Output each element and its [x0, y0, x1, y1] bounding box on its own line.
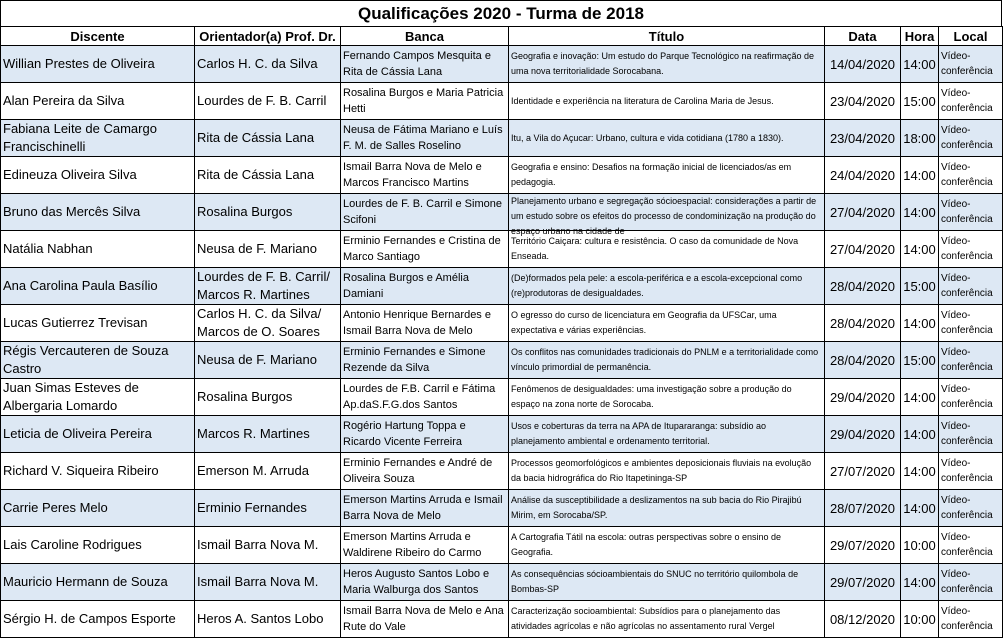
cell-titulo-text: Processos geomorfológicos e ambientes deposicionais fluviais na evolução da bacia hidrográfica do Rio Itapetininga-SP	[511, 458, 812, 483]
table-row	[1, 379, 1003, 416]
cell-hora[interactable]	[901, 490, 939, 527]
cell-titulo[interactable]	[509, 194, 825, 236]
cell-banca-text: Erminio Fernandes e Simone Rezende da Silva	[343, 346, 486, 374]
cell-banca[interactable]	[341, 527, 509, 564]
table-row	[1, 527, 1003, 564]
header-banca: Banca	[341, 27, 509, 46]
cell-orientador-text: Carlos H. C. da Silva	[197, 56, 318, 71]
cell-discente-text: Richard V. Siqueira Ribeiro	[3, 463, 159, 478]
cell-discente[interactable]	[1, 416, 195, 453]
cell-titulo[interactable]	[509, 527, 825, 564]
cell-orientador-text: Rita de Cássia Lana	[197, 167, 315, 182]
cell-hora[interactable]	[901, 194, 939, 231]
header-titulo: Título	[509, 27, 825, 46]
cell-orientador-text: Heros A. Santos Lobo	[197, 611, 324, 626]
cell-discente[interactable]	[1, 305, 195, 342]
qualification-table	[0, 26, 1003, 638]
cell-data[interactable]	[825, 46, 901, 83]
cell-data[interactable]	[825, 527, 901, 564]
cell-banca[interactable]	[341, 157, 509, 194]
cell-orientador[interactable]	[195, 342, 341, 379]
table-row	[1, 194, 1003, 231]
cell-orientador[interactable]	[195, 120, 341, 157]
cell-hora-text: 14:00	[903, 389, 936, 405]
cell-data[interactable]	[825, 194, 901, 231]
cell-hora[interactable]	[901, 601, 939, 638]
cell-hora-text: 15:00	[903, 278, 936, 294]
cell-banca-text: Lourdes de F.B. Carril e Fátima Ap.daS.F.G.dos Santos	[343, 383, 496, 411]
cell-local[interactable]	[939, 416, 1003, 453]
table-row	[1, 601, 1003, 638]
cell-local-text: Vídeo-conferência	[941, 421, 993, 447]
cell-orientador-text: Ismail Barra Nova M.	[197, 537, 319, 552]
cell-local-text: Vídeo-conferência	[941, 310, 993, 336]
cell-discente-text: Bruno das Mercês Silva	[3, 204, 141, 219]
cell-titulo[interactable]	[509, 379, 825, 416]
table-body	[1, 46, 1003, 638]
cell-banca[interactable]	[341, 453, 509, 490]
table-row	[1, 416, 1003, 453]
cell-hora[interactable]	[901, 342, 939, 379]
cell-titulo-text: Fenômenos de desigualdades: uma investigação sobre a produção do espaço na zona norte de Sorocaba.	[511, 384, 792, 409]
cell-banca-text: Rosalina Burgos e Amélia Damiani	[343, 272, 469, 300]
cell-banca[interactable]	[341, 120, 509, 157]
sheet-title: Qualificações 2020 - Turma de 2018	[0, 0, 1002, 26]
cell-local-text: Vídeo-conferência	[941, 458, 993, 484]
cell-discente-text: Willian Prestes de Oliveira	[3, 56, 155, 71]
cell-data-text: 28/07/2020	[829, 500, 896, 516]
cell-discente[interactable]	[1, 120, 195, 157]
header-orientador: Orientador(a) Prof. Dr.	[195, 27, 341, 46]
table-row	[1, 342, 1003, 379]
cell-hora-text: 14:00	[903, 204, 936, 220]
cell-data[interactable]	[825, 564, 901, 601]
cell-orientador-text: Emerson M. Arruda	[197, 463, 309, 478]
cell-data-text: 29/07/2020	[829, 537, 896, 553]
cell-titulo[interactable]	[509, 46, 825, 83]
cell-hora-text: 10:00	[903, 611, 936, 627]
cell-local[interactable]	[939, 305, 1003, 342]
cell-titulo-text: Geografia e inovação: Um estudo do Parque Tecnológico na reafirmação de uma nova territorialidade Sorocabana.	[511, 51, 815, 76]
cell-data[interactable]	[825, 268, 901, 305]
cell-titulo[interactable]	[509, 416, 825, 453]
cell-data-text: 23/04/2020	[829, 130, 896, 146]
cell-local-text: Vídeo-conferência	[941, 236, 993, 262]
cell-banca-text: Ismail Barra Nova de Melo e Marcos Francisco Martins	[343, 161, 482, 189]
table-row	[1, 120, 1003, 157]
cell-banca[interactable]	[341, 46, 509, 83]
cell-local-text: Vídeo-conferência	[941, 88, 993, 114]
cell-titulo-text: As consequências sócioambientais do SNUC no território quilombola de Bombas-SP	[511, 569, 799, 594]
cell-titulo-text: Geografia e ensino: Desafios na formação inicial de licenciados/as em pedagogia.	[511, 162, 792, 187]
cell-titulo-text: Os conflitos nas comunidades tradicionais do PNLM e a territorialidade como vínculo primordial de permanência.	[511, 347, 819, 372]
cell-discente[interactable]	[1, 231, 195, 268]
cell-discente-text: Lucas Gutierrez Trevisan	[3, 315, 148, 330]
cell-data[interactable]	[825, 83, 901, 120]
cell-discente-text: Lais Caroline Rodrigues	[3, 537, 142, 552]
cell-hora[interactable]	[901, 83, 939, 120]
cell-banca-text: Rogério Hartung Toppa e Ricardo Vicente Ferreira	[343, 420, 466, 448]
cell-orientador[interactable]	[195, 83, 341, 120]
cell-titulo-text: Território Caiçara: cultura e resistência. O caso da comunidade de Nova Enseada.	[511, 236, 799, 261]
cell-titulo-text: Análise da susceptibilidade a deslizamentos na sub bacia do Rio Pirajibú Mirim, em Sorocaba/SP.	[511, 495, 802, 520]
cell-data-text: 27/04/2020	[829, 204, 896, 220]
cell-orientador[interactable]	[195, 231, 341, 268]
cell-banca-text: Erminio Fernandes e André de Oliveira Souza	[343, 457, 493, 485]
cell-local-text: Vídeo-conferência	[941, 273, 993, 299]
cell-local[interactable]	[939, 527, 1003, 564]
cell-hora-text: 14:00	[903, 315, 936, 331]
cell-titulo[interactable]	[509, 157, 825, 194]
cell-banca-text: Ismail Barra Nova de Melo e Ana Rute do Vale	[343, 605, 504, 633]
cell-hora-text: 15:00	[903, 352, 936, 368]
cell-banca[interactable]	[341, 83, 509, 120]
cell-titulo[interactable]	[509, 490, 825, 527]
cell-hora[interactable]	[901, 157, 939, 194]
cell-banca[interactable]	[341, 231, 509, 268]
cell-discente[interactable]	[1, 268, 195, 305]
cell-banca-text: Emerson Martins Arruda e Ismail Barra Nova de Melo	[343, 494, 503, 522]
cell-orientador-text: Rosalina Burgos	[197, 204, 293, 219]
cell-titulo[interactable]	[509, 305, 825, 342]
cell-data-text: 28/04/2020	[829, 352, 896, 368]
cell-orientador-text: Rita de Cássia Lana	[197, 130, 315, 145]
cell-orientador[interactable]	[195, 305, 341, 342]
cell-local-text: Vídeo-conferência	[941, 384, 993, 410]
cell-titulo-text: O egresso do curso de licenciatura em Geografia da UFSCar, uma expectativa e várias experiências.	[511, 310, 777, 335]
cell-data[interactable]	[825, 157, 901, 194]
cell-discente[interactable]	[1, 601, 195, 638]
cell-titulo-text: Identidade e experiência na literatura de Carolina Maria de Jesus.	[511, 95, 774, 106]
cell-orientador[interactable]	[195, 527, 341, 564]
cell-orientador-text: Erminio Fernandes	[197, 500, 307, 515]
cell-local[interactable]	[939, 46, 1003, 83]
cell-hora[interactable]	[901, 231, 939, 268]
cell-data-text: 28/04/2020	[829, 278, 896, 294]
cell-local[interactable]	[939, 157, 1003, 194]
cell-data[interactable]	[825, 490, 901, 527]
cell-local-text: Vídeo-conferência	[941, 51, 993, 77]
cell-data[interactable]	[825, 231, 901, 268]
cell-data-text: 27/07/2020	[829, 463, 896, 479]
cell-titulo[interactable]	[509, 601, 825, 638]
cell-hora-text: 14:00	[903, 463, 936, 479]
cell-discente-text: Mauricio Hermann de Souza	[3, 574, 168, 589]
cell-titulo-text: Caracterização socioambiental: Subsídios para o planejamento das atividades agrícolas e não agrícolas no assentamento rural Vergel	[511, 606, 781, 631]
cell-hora-text: 14:00	[903, 167, 936, 183]
table-row	[1, 453, 1003, 490]
cell-banca[interactable]	[341, 194, 509, 231]
cell-banca[interactable]	[341, 379, 509, 416]
cell-titulo-text: A Cartografia Tátil na escola: outras perspectivas sobre o ensino de Geografia.	[511, 532, 781, 557]
table-row	[1, 46, 1003, 83]
cell-banca[interactable]	[341, 416, 509, 453]
cell-banca[interactable]	[341, 490, 509, 527]
cell-local[interactable]	[939, 268, 1003, 305]
cell-discente-text: Juan Simas Esteves de Albergaria Lomardo	[3, 380, 139, 413]
cell-discente[interactable]	[1, 379, 195, 416]
cell-hora-text: 14:00	[903, 500, 936, 516]
cell-orientador[interactable]	[195, 416, 341, 453]
cell-banca-text: Heros Augusto Santos Lobo e Maria Walburga dos Santos	[343, 568, 490, 596]
cell-titulo[interactable]	[509, 120, 825, 157]
cell-discente[interactable]	[1, 490, 195, 527]
cell-orientador-text: Carlos H. C. da Silva/ Marcos de O. Soares	[197, 306, 322, 339]
cell-discente-text: Edineuza Oliveira Silva	[3, 167, 137, 182]
cell-local-text: Vídeo-conferência	[941, 162, 993, 188]
cell-data-text: 29/04/2020	[829, 426, 896, 442]
table-row	[1, 268, 1003, 305]
cell-data[interactable]	[825, 416, 901, 453]
cell-local[interactable]	[939, 120, 1003, 157]
cell-hora[interactable]	[901, 564, 939, 601]
cell-discente-text: Carrie Peres Melo	[3, 500, 108, 515]
cell-orientador-text: Lourdes de F. B. Carril	[197, 93, 327, 108]
cell-orientador[interactable]	[195, 379, 341, 416]
cell-orientador[interactable]	[195, 157, 341, 194]
header-local: Local	[939, 27, 1003, 46]
cell-titulo[interactable]	[509, 453, 825, 490]
cell-banca[interactable]	[341, 305, 509, 342]
cell-data[interactable]	[825, 305, 901, 342]
cell-data-text: 24/04/2020	[829, 167, 896, 183]
cell-orientador-text: Neusa de F. Mariano	[197, 241, 317, 256]
cell-data-text: 23/04/2020	[829, 93, 896, 109]
cell-discente[interactable]	[1, 157, 195, 194]
cell-titulo-text: (De)formados pela pele: a escola-periférica e a escola-excepcional como (re)produtoras de desigualdades.	[511, 273, 803, 298]
cell-discente[interactable]	[1, 342, 195, 379]
cell-banca-text: Neusa de Fátima Mariano e Luís F. M. de Salles Roselino	[343, 124, 503, 152]
cell-local[interactable]	[939, 342, 1003, 379]
cell-orientador[interactable]	[195, 601, 341, 638]
cell-hora[interactable]	[901, 416, 939, 453]
cell-hora[interactable]	[901, 527, 939, 564]
cell-hora[interactable]	[901, 453, 939, 490]
cell-hora[interactable]	[901, 268, 939, 305]
cell-orientador[interactable]	[195, 453, 341, 490]
cell-banca-text: Fernando Campos Mesquita e Rita de Cássia Lana	[343, 50, 491, 78]
cell-hora-text: 14:00	[903, 426, 936, 442]
cell-local[interactable]	[939, 490, 1003, 527]
cell-hora[interactable]	[901, 46, 939, 83]
table-row	[1, 564, 1003, 601]
cell-orientador[interactable]	[195, 564, 341, 601]
cell-hora-text: 18:00	[903, 130, 936, 146]
cell-titulo[interactable]	[509, 231, 825, 268]
cell-orientador-text: Rosalina Burgos	[197, 389, 293, 404]
table-row	[1, 83, 1003, 120]
cell-banca-text: Antonio Henrique Bernardes e Ismail Barra Nova de Melo	[343, 309, 491, 337]
cell-local-text: Vídeo-conferência	[941, 199, 993, 225]
cell-local-text: Vídeo-conferência	[941, 495, 993, 521]
cell-orientador[interactable]	[195, 268, 341, 305]
cell-discente[interactable]	[1, 564, 195, 601]
cell-discente-text: Sérgio H. de Campos Esporte	[3, 611, 176, 626]
cell-titulo[interactable]	[509, 564, 825, 601]
cell-hora-text: 14:00	[903, 56, 936, 72]
cell-orientador[interactable]	[195, 490, 341, 527]
cell-data[interactable]	[825, 120, 901, 157]
cell-local-text: Vídeo-conferência	[941, 606, 993, 632]
cell-hora[interactable]	[901, 379, 939, 416]
cell-discente[interactable]	[1, 46, 195, 83]
cell-banca[interactable]	[341, 601, 509, 638]
table-row	[1, 231, 1003, 268]
cell-hora-text: 14:00	[903, 241, 936, 257]
cell-data[interactable]	[825, 601, 901, 638]
cell-discente-text: Natália Nabhan	[3, 241, 93, 256]
cell-hora-text: 14:00	[903, 574, 936, 590]
header-hora: Hora	[901, 27, 939, 46]
cell-local[interactable]	[939, 453, 1003, 490]
cell-titulo-text: Usos e coberturas da terra na APA de Itupararanga: subsídio ao planejamento ambiental e ordenamento territorial.	[511, 421, 766, 446]
table-row	[1, 305, 1003, 342]
cell-discente[interactable]	[1, 453, 195, 490]
cell-discente-text: Leticia de Oliveira Pereira	[3, 426, 152, 441]
cell-orientador[interactable]	[195, 194, 341, 231]
table-row	[1, 490, 1003, 527]
cell-data-text: 08/12/2020	[829, 611, 896, 627]
cell-titulo[interactable]	[509, 268, 825, 305]
cell-local[interactable]	[939, 379, 1003, 416]
cell-hora[interactable]	[901, 120, 939, 157]
cell-banca[interactable]	[341, 342, 509, 379]
cell-data-text: 29/07/2020	[829, 574, 896, 590]
cell-local-text: Vídeo-conferência	[941, 569, 993, 595]
cell-titulo-text: Planejamento urbano e segregação sócioespacial: considerações a partir de um estudo sobre os efeitos do processo de condominização na produção do espaço urbano na cidade de	[511, 196, 817, 236]
cell-banca-text: Lourdes de F. B. Carril e Simone Scifoni	[343, 198, 502, 226]
header-data: Data	[825, 27, 901, 46]
cell-data-text: 14/04/2020	[829, 56, 896, 72]
cell-titulo[interactable]	[509, 342, 825, 379]
cell-local[interactable]	[939, 564, 1003, 601]
cell-orientador-text: Ismail Barra Nova M.	[197, 574, 319, 589]
cell-discente-text: Régis Vercauteren de Souza Castro	[3, 343, 169, 376]
cell-banca[interactable]	[341, 268, 509, 305]
table-row	[1, 157, 1003, 194]
header-row	[1, 27, 1003, 46]
cell-orientador-text: Lourdes de F. B. Carril/ Marcos R. Martines	[197, 269, 330, 302]
cell-local-text: Vídeo-conferência	[941, 532, 993, 558]
cell-local-text: Vídeo-conferência	[941, 347, 993, 373]
cell-orientador[interactable]	[195, 46, 341, 83]
cell-local[interactable]	[939, 601, 1003, 638]
cell-local-text: Vídeo-conferência	[941, 125, 993, 151]
cell-titulo-text: Itu, a Vila do Açucar: Urbano, cultura e vida cotidiana (1780 a 1830).	[511, 132, 784, 143]
cell-banca[interactable]	[341, 564, 509, 601]
cell-banca-text: Emerson Martins Arruda e Waldirene Ribeiro do Carmo	[343, 531, 482, 559]
cell-data[interactable]	[825, 342, 901, 379]
cell-data[interactable]	[825, 379, 901, 416]
cell-hora[interactable]	[901, 305, 939, 342]
cell-data-text: 27/04/2020	[829, 241, 896, 257]
cell-hora-text: 15:00	[903, 93, 936, 109]
cell-banca-text: Erminio Fernandes e Cristina de Marco Santiago	[343, 235, 501, 263]
cell-banca-text: Rosalina Burgos e Maria Patricia Hetti	[343, 87, 504, 115]
cell-titulo[interactable]	[509, 83, 825, 120]
cell-data[interactable]	[825, 453, 901, 490]
cell-data-text: 28/04/2020	[829, 315, 896, 331]
cell-discente[interactable]	[1, 194, 195, 231]
cell-local[interactable]	[939, 83, 1003, 120]
cell-discente-text: Alan Pereira da Silva	[3, 93, 125, 108]
cell-local[interactable]	[939, 231, 1003, 268]
cell-discente[interactable]	[1, 527, 195, 564]
cell-discente[interactable]	[1, 83, 195, 120]
cell-hora-text: 10:00	[903, 537, 936, 553]
cell-discente-text: Ana Carolina Paula Basílio	[3, 278, 158, 293]
cell-data-text: 29/04/2020	[829, 389, 896, 405]
cell-orientador-text: Neusa de F. Mariano	[197, 352, 317, 367]
cell-discente-text: Fabiana Leite de Camargo Francischinelli	[3, 121, 157, 154]
header-discente: Discente	[1, 27, 195, 46]
cell-orientador-text: Marcos R. Martines	[197, 426, 310, 441]
cell-local[interactable]	[939, 194, 1003, 231]
